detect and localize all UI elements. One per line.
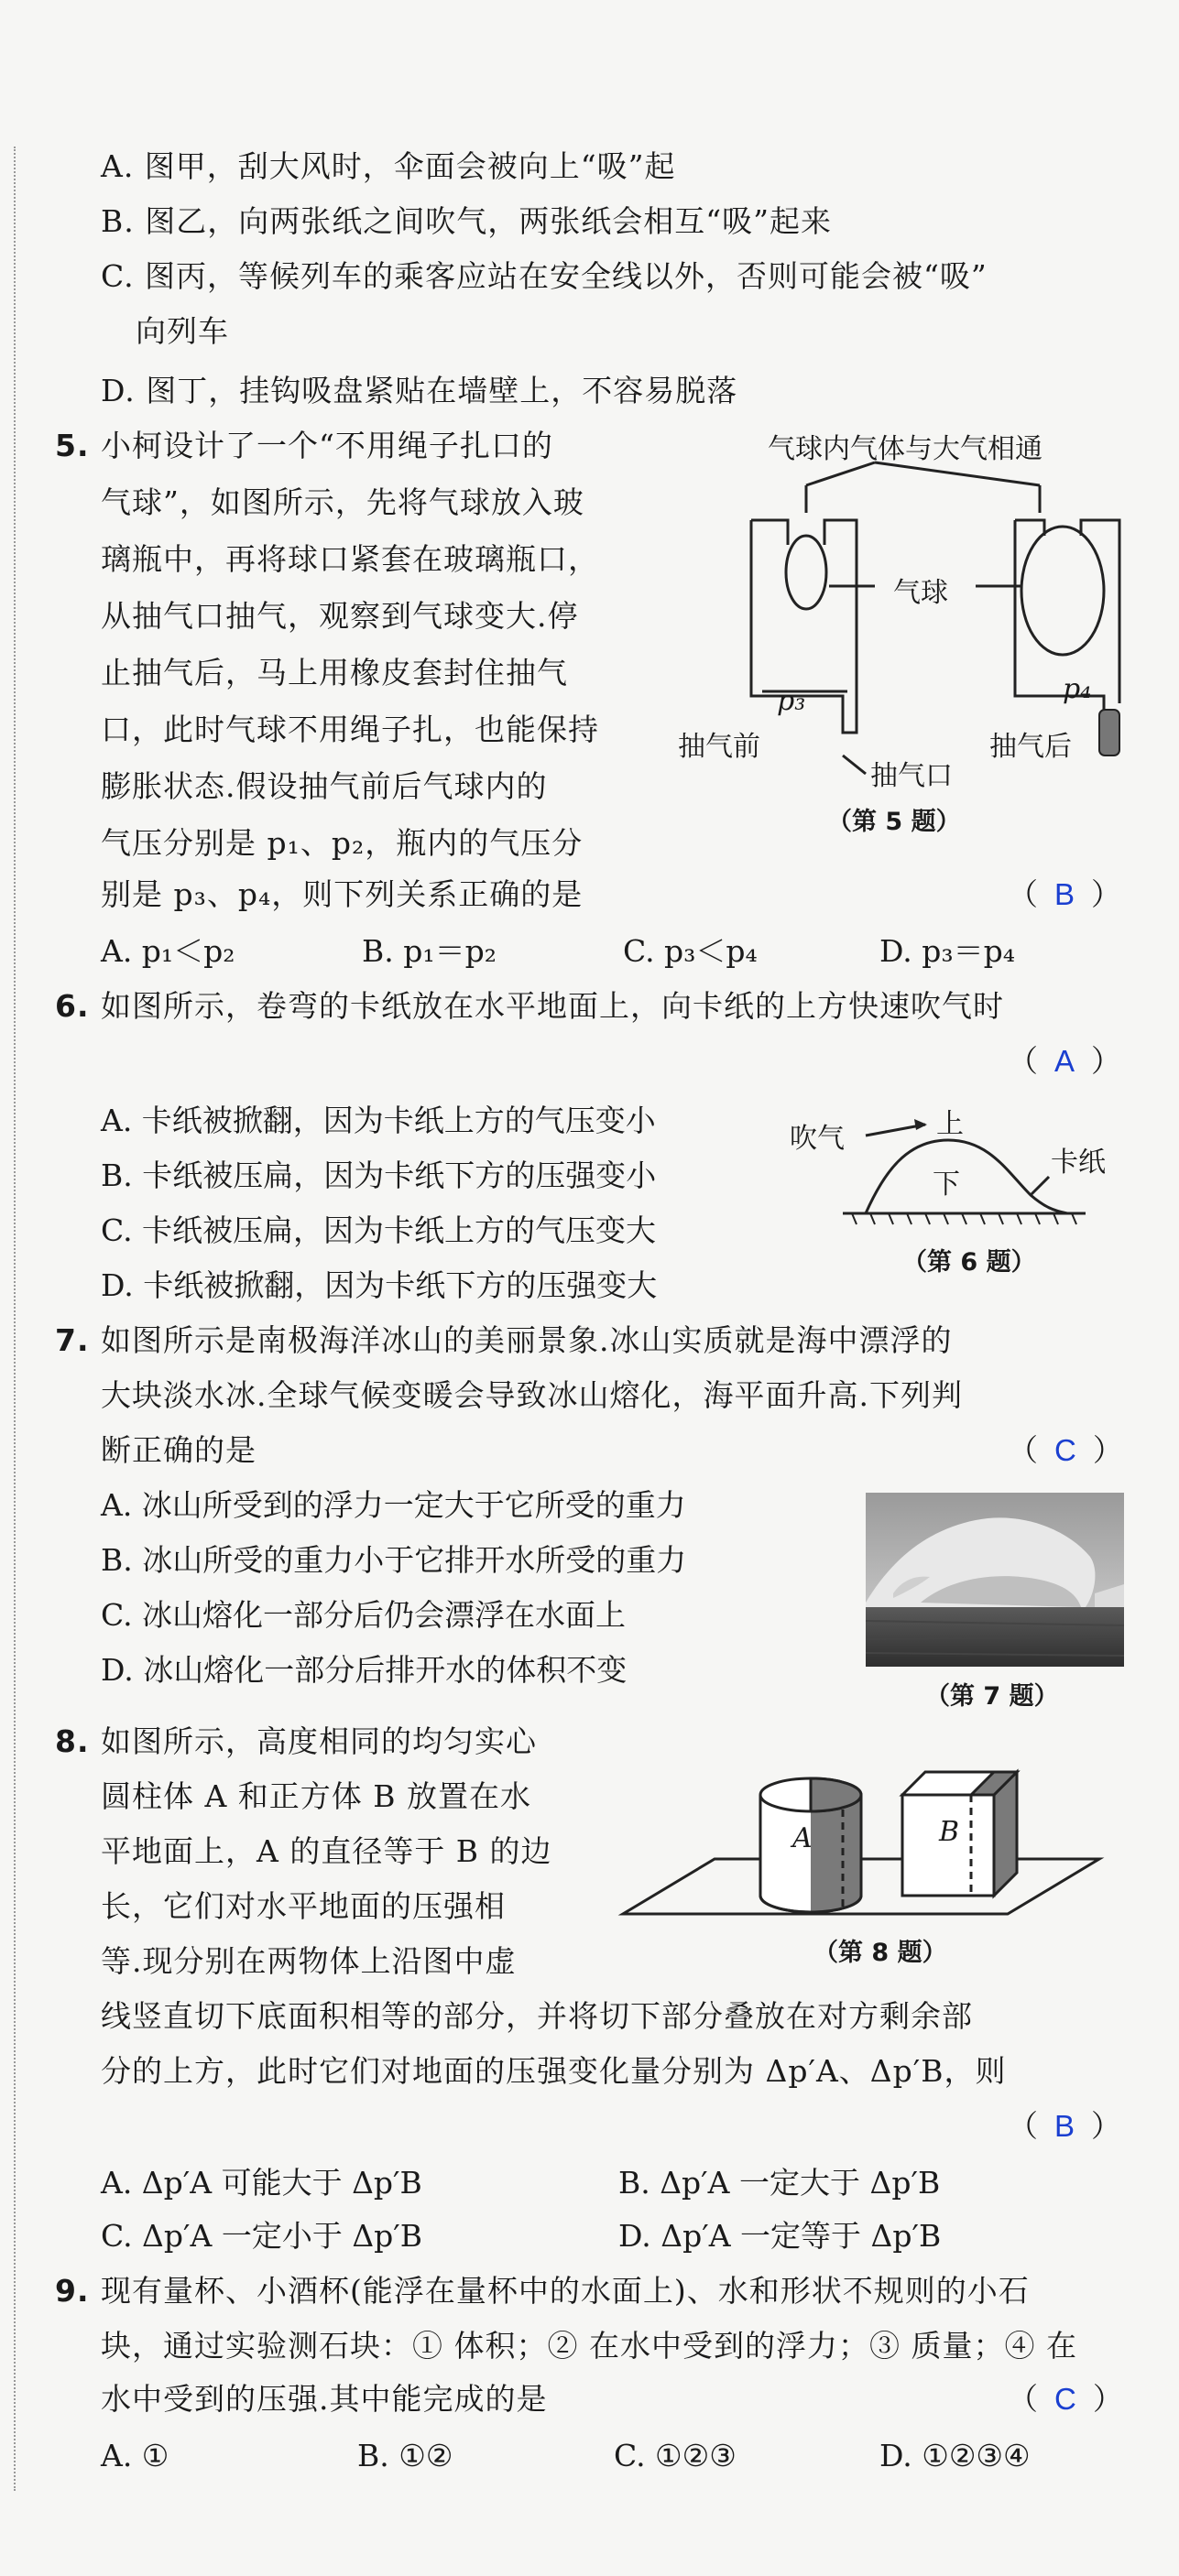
q5-before-label: 抽气前	[678, 731, 760, 763]
q8-stem-line: 圆柱体 A 和正方体 B 放置在水	[101, 1778, 532, 1814]
q8-stem-line: 线竖直切下底面积相等的部分，并将切下部分叠放在对方剩余部	[101, 1998, 973, 2034]
q9-number: 9.	[55, 2273, 90, 2309]
q5-p3-label: p₃	[777, 685, 806, 717]
q6-option-c: C. 卡纸被压扁，因为卡纸上方的气压变大	[101, 1212, 657, 1248]
q5-stem-line: 气球”，如图所示，先将气球放入玻	[101, 484, 584, 520]
q7-answer: C	[1054, 1433, 1076, 1467]
q5-option-b: B. p₁＝p₂	[362, 933, 497, 969]
q5-stem-line: 别是 p₃、p₄，则下列关系正确的是	[101, 876, 584, 912]
q7-caption: （第 7 题）	[925, 1682, 1059, 1711]
q5-outlet-label: 抽气口	[870, 760, 953, 792]
q5-stem-line: 口，此时气球不用绳子扎，也能保持	[101, 712, 599, 747]
q6-number: 6.	[55, 988, 90, 1024]
q5-stem-line: 从抽气口抽气，观察到气球变大.停	[101, 598, 579, 634]
q8-option-c: C. Δp′A 一定小于 Δp′B	[101, 2218, 423, 2254]
q5-caption: （第 5 题）	[827, 808, 961, 836]
q8-option-d: D. Δp′A 一定等于 Δp′B	[618, 2218, 942, 2254]
q6-option-a: A. 卡纸被掀翻，因为卡纸上方的气压变小	[101, 1103, 656, 1138]
q8-stem-line: 等.现分别在两物体上沿图中虚	[101, 1943, 517, 1979]
q4-option-c-line2: 向列车	[136, 313, 229, 349]
q5-option-a: A. p₁＜p₂	[101, 933, 235, 969]
q8-number: 8.	[55, 1723, 90, 1759]
q8-stem-line: 如图所示，高度相同的均匀实心	[101, 1723, 537, 1759]
q4-option-a: A. 图甲，刮大风时，伞面会被向上“吸”起	[101, 148, 676, 184]
q7-option-a: A. 冰山所受到的浮力一定大于它所受的重力	[101, 1487, 686, 1523]
q8-option-a: A. Δp′A 可能大于 Δp′B	[101, 2165, 422, 2201]
q6-answer-paren: （ A ）	[1008, 1043, 1122, 1079]
q6-blow-label: 吹气	[790, 1123, 845, 1155]
q4-option-d: D. 图丁，挂钩吸盘紧贴在墙壁上，不容易脱落	[101, 373, 738, 408]
q5-stem-line: 璃瓶中，再将球口紧套在玻璃瓶口，	[101, 541, 599, 577]
q5-p4-label: p₄	[1063, 673, 1092, 705]
q6-up-label: 上	[936, 1108, 964, 1140]
q5-answer-paren: （ B ）	[1008, 876, 1122, 912]
q5-option-c: C. p₃＜p₄	[623, 933, 758, 969]
q8-option-b: B. Δp′A 一定大于 Δp′B	[618, 2165, 941, 2201]
q9-stem-line: 块，通过实验测石块：① 体积；② 在水中受到的浮力；③ 质量；④ 在	[101, 2328, 1077, 2364]
q7-stem-line: 断正确的是	[101, 1432, 257, 1468]
q4-option-c-line1: C. 图丙，等候列车的乘客应站在安全线以外，否则可能会被“吸”	[101, 258, 988, 294]
q6-down-label: 下	[933, 1168, 960, 1201]
q6-option-d: D. 卡纸被掀翻，因为卡纸下方的压强变大	[101, 1267, 658, 1303]
q8-stem-line: 长，它们对水平地面的压强相	[101, 1888, 506, 1924]
q9-answer: C	[1054, 2382, 1076, 2416]
q6-caption: （第 6 题）	[902, 1248, 1036, 1277]
q5-after-label: 抽气后	[989, 731, 1072, 763]
q9-stem-line: 现有量杯、小酒杯(能浮在量杯中的水面上)、水和形状不规则的小石	[101, 2273, 1030, 2309]
q7-stem-line: 大块淡水冰.全球气候变暖会导致冰山熔化，海平面升高.下列判	[101, 1377, 963, 1413]
q9-option-b: B. ①②	[357, 2438, 453, 2473]
q5-stem-line: 气压分别是 p₁、p₂，瓶内的气压分	[101, 825, 584, 861]
q6-option-b: B. 卡纸被压扁，因为卡纸下方的压强变小	[101, 1158, 657, 1193]
q5-stem-line: 膨胀状态.假设抽气前后气球内的	[101, 768, 548, 804]
q7-option-d: D. 冰山熔化一部分后排开水的体积不变	[101, 1652, 628, 1688]
q5-answer: B	[1054, 877, 1075, 911]
q9-answer-paren: （ C ）	[1008, 2381, 1123, 2417]
q8-answer: B	[1054, 2109, 1075, 2143]
q6-answer: A	[1054, 1044, 1075, 1078]
q5-balloon-label: 气球	[893, 577, 948, 609]
q5-option-d: D. p₃＝p₄	[879, 933, 1015, 969]
q5-top-label: 气球内气体与大气相通	[768, 433, 1043, 465]
q7-answer-paren: （ C ）	[1008, 1432, 1123, 1468]
q8-answer-paren: （ B ）	[1008, 2108, 1122, 2144]
q5-number: 5.	[55, 428, 90, 463]
q9-option-a: A. ①	[101, 2438, 169, 2473]
q8-caption: （第 8 题）	[813, 1939, 947, 1967]
q8-stem-line: 分的上方，此时它们对地面的压强变化量分别为 Δp′A、Δp′B，则	[101, 2053, 1007, 2089]
q6-stem: 如图所示，卷弯的卡纸放在水平地面上，向卡纸的上方快速吹气时	[101, 988, 1004, 1024]
q5-stem-line: 小柯设计了一个“不用绳子扎口的	[101, 428, 553, 463]
q7-option-c: C. 冰山熔化一部分后仍会漂浮在水面上	[101, 1597, 627, 1633]
q7-option-b: B. 冰山所受的重力小于它排开水所受的重力	[101, 1542, 687, 1578]
q8-label-a: A	[792, 1822, 813, 1854]
q6-card-label: 卡纸	[1051, 1147, 1106, 1179]
q7-number: 7.	[55, 1322, 90, 1358]
q8-label-b: B	[939, 1816, 960, 1848]
q8-stem-line: 平地面上，A 的直径等于 B 的边	[101, 1833, 552, 1869]
q9-stem-line: 水中受到的压强.其中能完成的是	[101, 2381, 548, 2417]
q9-option-d: D. ①②③④	[879, 2438, 1031, 2473]
q4-option-b: B. 图乙，向两张纸之间吹气，两张纸会相互“吸”起来	[101, 203, 832, 239]
q7-stem-line: 如图所示是南极海洋冰山的美丽景象.冰山实质就是海中漂浮的	[101, 1322, 953, 1358]
q5-stem-line: 止抽气后，马上用橡皮套封住抽气	[101, 655, 568, 690]
q9-option-c: C. ①②③	[614, 2438, 737, 2473]
